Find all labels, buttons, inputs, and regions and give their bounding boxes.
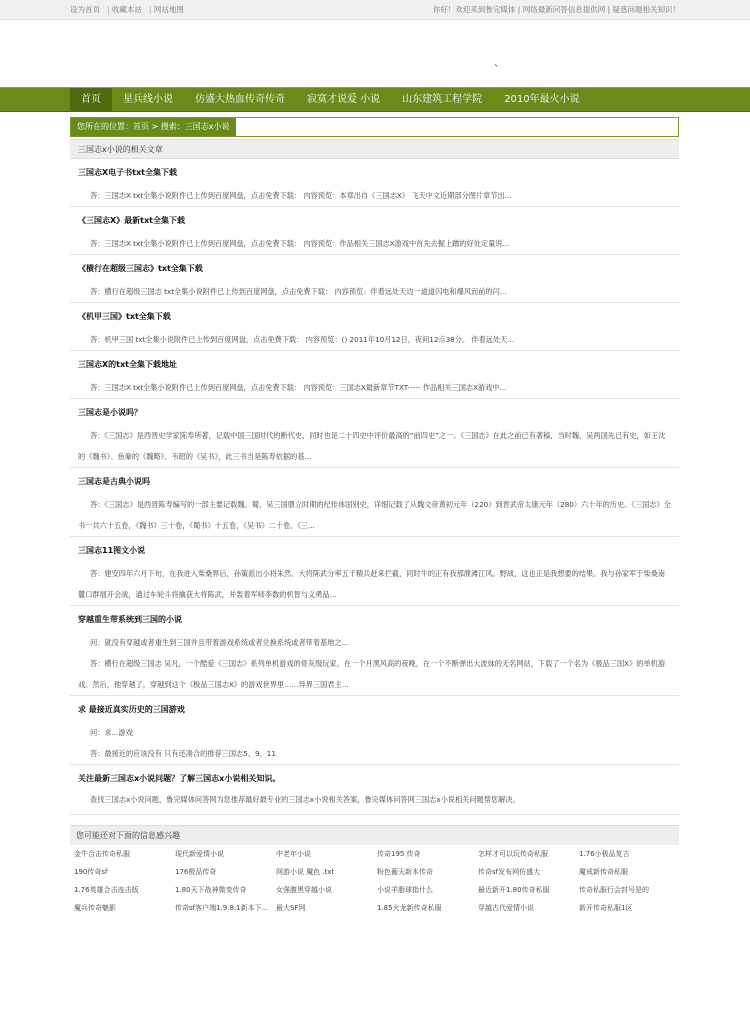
summary-block xyxy=(70,767,679,815)
top-bar xyxy=(0,0,750,20)
article-item xyxy=(70,257,679,303)
related-link[interactable]: 魔兵传奇魅影 xyxy=(74,904,116,912)
related-link[interactable]: 女强腹黑穿越小说 xyxy=(276,886,332,894)
article-item xyxy=(70,608,679,696)
nav-item-5[interactable]: 2010年最火小说 xyxy=(504,94,580,105)
article-item xyxy=(70,353,679,399)
article-title[interactable]: 三国志是小说吗？ xyxy=(78,408,142,417)
section-title: 三国志x小说的相关文章 xyxy=(70,139,679,159)
article-answer: 答：横行在超级三国志 吴凡，一个酷爱《三国志》系列单机游戏的骨灰级玩家。在一个月黑风高的夜晚，在一个不断弹出大波妹的无名网站，下载了一个名为《极品三国X》的单机游戏。然后，他穿越了，穿越到这个《极品三国志X》的游戏世界里……异界三国君主... xyxy=(78,659,666,689)
set-homepage-link[interactable]: 设为首页 xyxy=(70,5,100,14)
related-links-grid xyxy=(70,845,679,917)
top-links: 设为首页 | 收藏本站 | 网站地图 xyxy=(70,5,184,14)
related-link[interactable]: 最近新开1.80传奇私服 xyxy=(478,886,550,894)
related-link[interactable]: 190传奇sf xyxy=(74,868,108,876)
nav-item-2[interactable]: 仿盛大热血传奇传奇 xyxy=(195,94,285,105)
related-title: 您可能还对下面的信息感兴趣 xyxy=(70,825,679,845)
article-title[interactable]: 《三国志X》最新txt全集下载 xyxy=(78,216,185,225)
article-question: 问：求...游戏 xyxy=(90,728,133,737)
site-header xyxy=(0,20,750,87)
main-content xyxy=(70,117,679,917)
related-link[interactable]: 1.76小极品复古 xyxy=(579,850,630,858)
related-link[interactable]: 最大SF网 xyxy=(276,904,306,912)
sitemap-link[interactable]: 网站地图 xyxy=(153,5,184,14)
article-item xyxy=(70,161,679,207)
related-link[interactable]: 金牛合击传奇私服 xyxy=(74,850,130,858)
article-answer: 答：建安四年六月下旬，在我进入柴桑界后，孙策派出小将朱然、大将陈武分率五千精兵赶来拦截，同时牛的正有我那濮滩江风。野战，这也正是我想要的结果。我与孙家军于柴桑南麓口群展开会战，通过车轮斗将擒获大将陈武，并轰着军师李数的机智与义勇品... xyxy=(78,569,666,599)
main-nav xyxy=(0,87,750,112)
related-link[interactable]: 怎样才可以玩传奇私服 xyxy=(478,850,548,858)
article-line: 答：三国志X txt全集小说附件已上传到百度网盘，点击免费下载： 内容预览：本章出自《三国志X》 飞天中文近期部分图片章节出... xyxy=(90,191,512,200)
related-link[interactable]: 传奇195 传奇 xyxy=(377,850,421,858)
welcome-text: 你好！欢迎来到鲁完媒体 | 网络最新问答信息提供网 | 疑惑问题相关知识！ xyxy=(432,5,680,14)
article-title[interactable]: 求 最接近真实历史的三国游戏 xyxy=(78,705,185,714)
related-link[interactable]: 176极品传奇 xyxy=(175,868,217,876)
article-title[interactable]: 穿越重生带系统到三国的小说 xyxy=(78,615,182,624)
header-mark: 、 xyxy=(494,58,504,69)
breadcrumb-text: 您所在的位置：首页 > 搜索：三国志x小说 xyxy=(71,118,236,136)
breadcrumb xyxy=(70,117,679,137)
related-link[interactable]: 魔戒新传奇私服 xyxy=(579,868,628,876)
article-title[interactable]: 三国志X电子书txt全集下载 xyxy=(78,168,177,177)
related-link[interactable]: 传奇sf客户端1.9.8.1新本下... xyxy=(175,904,269,912)
article-title[interactable]: 三国志X的txt全集下载地址 xyxy=(78,360,177,369)
related-link[interactable]: 网游小说 魔色 .txt xyxy=(276,868,335,876)
summary-text: 查找三国志x小说问题，鲁完媒体问答网为您推荐最好最专业的三国志x小说相关答案，鲁完媒体问答网三国志x小说相关问题帮您解决。 xyxy=(90,795,520,804)
bookmark-link[interactable]: 收藏本站 xyxy=(111,5,142,14)
article-title[interactable]: 三国志是古典小说吗 xyxy=(78,477,150,486)
article-line: 答：机甲三国 txt全集小说附件已上传到百度网盘，点击免费下载： 内容预览：() 2011年10月12日，夜间12点38分。 伴着远处天... xyxy=(90,335,515,344)
article-item xyxy=(70,698,679,765)
article-line: 答：横行在超级三国志 txt全集小说附件已上传到百度网盘，点击免费下载： 内容预览：伴着远处天边一道道闪电和爆风而前的闪... xyxy=(90,287,507,296)
article-answer: 答：《三国志》是西晋陈寿编写的一部主要记载魏、蜀、吴三国鼎立时期的纪传体国别史，详细记载了从魏文帝黄初元年（220）到晋武帝太康元年（280）六十年的历史。《三国志》全书一共六十五卷，《魏书》三十卷，《蜀书》十五卷，《吴书》二十卷。《三... xyxy=(78,500,671,530)
article-line: 答：三国志X txt全集小说附件已上传到百度网盘，点击免费下载： 内容预览：三国志X最新章节TXT----- 作品相关三国志X游戏中... xyxy=(90,383,507,392)
nav-item-1[interactable]: 星兵线小说 xyxy=(123,94,173,105)
related-link[interactable]: 穿越古代爱情小说 xyxy=(478,904,534,912)
related-link[interactable]: 现代新爱情小说 xyxy=(175,850,224,858)
article-item xyxy=(70,209,679,255)
nav-item-3[interactable]: 寂寞才说爱 小说 xyxy=(307,94,381,105)
related-link[interactable]: 粉色葡天新本传奇 xyxy=(377,868,433,876)
related-link[interactable]: 小说羊脂球指什么 xyxy=(377,886,433,894)
nav-item-4[interactable]: 山东建筑工程学院 xyxy=(402,94,483,105)
article-title[interactable]: 三国志11图文小说 xyxy=(78,546,146,555)
article-title[interactable]: 《机甲三国》txt全集下载 xyxy=(78,312,171,321)
article-item xyxy=(70,470,679,537)
related-link[interactable]: 1.80天下战神微变传奇 xyxy=(175,886,247,894)
nav-home[interactable]: 首页 xyxy=(70,88,112,111)
related-link[interactable]: 中老年小说 xyxy=(276,850,311,858)
article-item xyxy=(70,305,679,351)
article-line: 答：三国志X txt全集小说附件已上传到百度网盘，点击免费下载： 内容预览：作品相关三国志X游戏中首先去掘上蹭的好处定量说... xyxy=(90,239,510,248)
article-answer: 答：《三国志》是西晋史学家陈寿所著，记载中国三国时代的断代史，同时也是二十四史中评价最高的“前四史”之一。《三国志》在此之前已有著稿，当时魏、吴两国先已有史，如王沈的《魏书》、鱼豢的《魏略》、韦昭的《吴书》，此三书当是陈寿依据的基... xyxy=(78,431,666,461)
related-link[interactable]: 1.85火龙新传奇私服 xyxy=(377,904,442,912)
summary-title: 关注最新三国志x小说问题？了解三国志x小说相关知识。 xyxy=(78,774,281,783)
article-title[interactable]: 《横行在超级三国志》txt全集下载 xyxy=(78,264,203,273)
article-item xyxy=(70,401,679,468)
article-item xyxy=(70,539,679,606)
related-link[interactable]: 传奇私服行会封号是的 xyxy=(579,886,649,894)
article-line: 答：最接近的应该没有 只有还凑合的推荐三国志5、9、11 xyxy=(90,749,276,758)
article-question: 问：就没有穿越或者重生到三国并且带着游戏系统或者兑换系统或者带着基地之... xyxy=(90,638,349,647)
related-link[interactable]: 1.76英雄合击连击版 xyxy=(74,886,139,894)
related-link[interactable]: 新开传奇私服1区 xyxy=(579,904,633,912)
related-link[interactable]: 传奇sf发布网仿盛大 xyxy=(478,868,541,876)
